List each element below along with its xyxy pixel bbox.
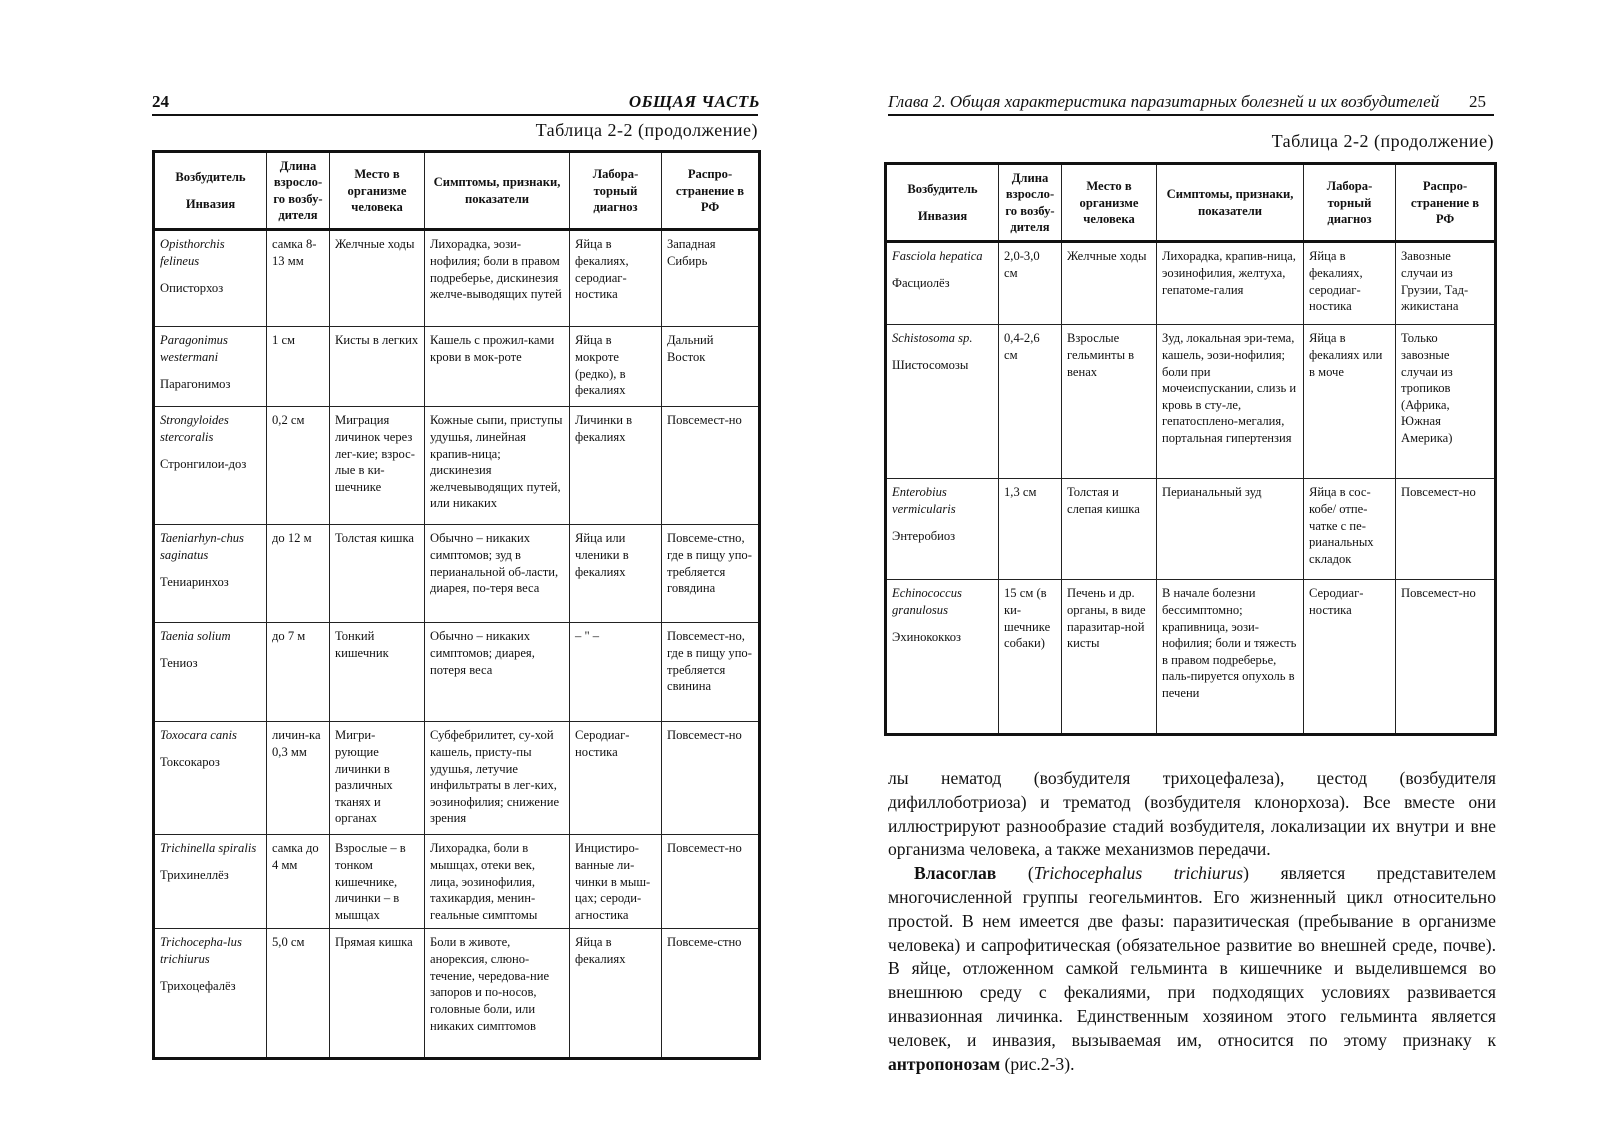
cell-symptoms: Лихорадка, крапив-ница, эозинофилия, желтуха, гепатоме-галия [1157, 242, 1304, 325]
latin-name: Trichocephalus trichiurus [1033, 863, 1244, 884]
cell-spread: Западная Сибирь [662, 230, 760, 327]
latin-name: Taenia solium [160, 629, 231, 644]
running-head-left: ОБЩАЯ ЧАСТЬ [628, 92, 760, 111]
header-rule-right [888, 114, 1494, 116]
cell-diagnosis: – " – [570, 623, 662, 722]
cell-pathogen [886, 479, 999, 580]
disease-name: Фасциолёз [892, 276, 950, 291]
cell-diagnosis: Серодиаг-ностика [570, 722, 662, 835]
cell-symptoms: Кашель с прожил-ками крови в мок-роте [425, 327, 570, 407]
cell-location: Кисты в легких [330, 327, 425, 407]
cell-pathogen [154, 230, 267, 327]
cell-location: Мигри-рующие личинки в различных тканях и органах [330, 722, 425, 835]
disease-name: Тениаринхоз [160, 574, 229, 589]
cell-diagnosis: Яйца в фекалиях, серодиаг-ностика [570, 230, 662, 327]
paragraph-2: Власоглав (Trichocephalus trichiurus) является представителем многочисленной группы геогельминтов. Его жизненный цикл относительно простой. В нем имеется две фазы: паразитическая (пребывание в организме человека) и сапрофитическая (обязательное развитие во внешней среде, почве). В яйце, отложенном самкой гельминта в кишечнике и выделившемся во внешнюю среду с фекалиями, при подходящих условиях развивается инвазионная личинка. Единственным хозяином этого гельминта является человек, и инвазия, вызываемая им, относится по этому признаку к антропонозам (рис.2-3). [888, 863, 1497, 1074]
cell-spread: Повсемест-но [1396, 580, 1496, 735]
disease-name: Энтеробиоз [892, 528, 956, 543]
header-pathogen: Возбудитель Инвазия [886, 164, 999, 242]
disease-name: Парагонимоз [160, 376, 231, 391]
disease-name: Описторхоз [160, 280, 224, 295]
cell-location: Желчные ходы [1062, 242, 1157, 325]
cell-location: Печень и др. органы, в виде паразитар-ной кисты [1062, 580, 1157, 735]
header-location: Место в организме человека [330, 152, 425, 230]
header-diagnosis: Лабора-торный диагноз [570, 152, 662, 230]
header-length: Длина взросло-го возбу-дителя [267, 152, 330, 230]
cell-spread: Завозные случаи из Грузии, Тад-жикистана [1396, 242, 1496, 325]
cell-length: до 12 м [267, 525, 330, 623]
cell-symptoms: В начале болезни бессимптомно; крапивница, эози-нофилия; боли и тяжесть в правом подреберье, паль-пируется опухоль в печени [1157, 580, 1304, 735]
header-length: Длина взросло-го возбу-дителя [999, 164, 1062, 242]
cell-spread: Повсеме-стно, где в пищу упо-требляется говядина [662, 525, 760, 623]
table-caption-left: Таблица 2-2 (продолжение) [535, 120, 758, 140]
page-number-left: 24 [152, 92, 169, 111]
cell-location: Взрослые – в тонком кишечнике, личинки – в мышцах [330, 835, 425, 929]
cell-spread: Повсемест-но [1396, 479, 1496, 580]
cell-symptoms: Субфебрилитет, су-хой кашель, присту-пы удушья, летучие инфильтраты в лег-ких, эозинофилия; снижение зрения [425, 722, 570, 835]
cell-diagnosis: Яйца в фекалиях или в моче [1304, 325, 1396, 479]
running-head-right: Глава 2. Общая характеристика паразитарных болезней и их возбудителей [888, 92, 1440, 111]
table-row [886, 242, 1496, 325]
latin-name: Opisthorchis felineus [160, 237, 225, 269]
table-row [886, 325, 1496, 479]
cell-spread: Повсемест-но, где в пищу упо-требляется свинина [662, 623, 760, 722]
table-row [154, 327, 760, 407]
cell-pathogen [154, 929, 267, 1059]
latin-name: Trichinella spiralis [160, 841, 257, 856]
term-vlasoglav: Власоглав [914, 863, 997, 884]
header-spread: Распро-странение в РФ [662, 152, 760, 230]
paragraph-1: лы нематод (возбудителя трихоцефалеза), цестод (возбудителя дифиллоботриоза) и трематод (возбудителя клонорхоза). Все вместе они иллюстрируют разнообразие стадий возбудителя, локализации их внутри и вне организма человека, а также механизмов передачи. [888, 768, 1496, 860]
cell-pathogen [154, 327, 267, 407]
header-diagnosis: Лабора-торный диагноз [1304, 164, 1396, 242]
cell-pathogen [154, 835, 267, 929]
disease-name: Шистосомозы [892, 358, 969, 373]
cell-symptoms: Лихорадка, боли в мышцах, отеки век, лица, эозинофилия, тахикардия, менин-геальные симптомы [425, 835, 570, 929]
cell-spread: Повсемест-но [662, 835, 760, 929]
disease-name: Токсокароз [160, 755, 220, 770]
cell-length: самка 8-13 мм [267, 230, 330, 327]
disease-name: Трихоцефалёз [160, 978, 236, 993]
term-anthroponoses: антропонозам [888, 1053, 1001, 1074]
table-row [154, 623, 760, 722]
cell-diagnosis: Яйца в фекалиях [570, 929, 662, 1059]
latin-name: Toxocara canis [160, 728, 237, 743]
body-text [888, 767, 1496, 1076]
parasite-table-left [152, 150, 761, 1060]
cell-pathogen [154, 525, 267, 623]
cell-length: 5,0 см [267, 929, 330, 1059]
latin-name: Strongyloides stercoralis [160, 413, 229, 445]
latin-name: Enterobius vermicularis [892, 485, 956, 517]
table-caption-right: Таблица 2-2 (продолжение) [1271, 131, 1494, 151]
cell-diagnosis: Яйца в мокроте (редко), в фекалиях [570, 327, 662, 407]
cell-diagnosis: Яйца или членики в фекалиях [570, 525, 662, 623]
table-row [154, 525, 760, 623]
cell-spread: Дальний Восток [662, 327, 760, 407]
cell-symptoms: Обычно – никаких симптомов; диарея, потеря веса [425, 623, 570, 722]
cell-location: Прямая кишка [330, 929, 425, 1059]
cell-spread: Повсемест-но [662, 407, 760, 525]
header-spread: Распро-странение в РФ [1396, 164, 1496, 242]
table-header-row [154, 152, 760, 230]
cell-pathogen [886, 580, 999, 735]
cell-length: 0,2 см [267, 407, 330, 525]
cell-length: 0,4-2,6 см [999, 325, 1062, 479]
header-symptoms: Симптомы, признаки, показатели [425, 152, 570, 230]
cell-length: 2,0-3,0 см [999, 242, 1062, 325]
cell-symptoms: Лихорадка, эози-нофилия; боли в правом подреберье, дискинезия желче-выводящих путей [425, 230, 570, 327]
cell-symptoms: Перианальный зуд [1157, 479, 1304, 580]
header-symptoms: Симптомы, признаки, показатели [1157, 164, 1304, 242]
table-row [886, 479, 1496, 580]
page-number-right: 25 [1469, 92, 1486, 111]
cell-length: самка до 4 мм [267, 835, 330, 929]
cell-pathogen [886, 242, 999, 325]
cell-symptoms: Боли в животе, анорексия, слюно-течение, чередова-ние запоров и по-носов, головные боли, или никаких симптомов [425, 929, 570, 1059]
latin-name: Paragonimus westermani [160, 333, 228, 365]
table-row [154, 929, 760, 1059]
cell-diagnosis: Серодиаг-ностика [1304, 580, 1396, 735]
table-row [154, 835, 760, 929]
header-location: Место в организме человека [1062, 164, 1157, 242]
latin-name: Fasciola hepatica [892, 249, 983, 264]
table-row [154, 230, 760, 327]
cell-diagnosis: Яйца в фекалиях, серодиаг-ностика [1304, 242, 1396, 325]
cell-location: Миграция личинок через лег-кие; взрос-лые в ки-шечнике [330, 407, 425, 525]
header-pathogen: Возбудитель Инвазия [154, 152, 267, 230]
cell-location: Толстая кишка [330, 525, 425, 623]
disease-name: Эхинококкоз [892, 629, 962, 644]
cell-location: Желчные ходы [330, 230, 425, 327]
cell-length: 1,3 см [999, 479, 1062, 580]
cell-length: до 7 м [267, 623, 330, 722]
cell-location: Толстая и слепая кишка [1062, 479, 1157, 580]
cell-pathogen [154, 407, 267, 525]
cell-pathogen [154, 623, 267, 722]
table-row [154, 407, 760, 525]
table-header-row [886, 164, 1496, 242]
cell-symptoms: Зуд, локальная эри-тема, кашель, эози-нофилия; боли при мочеиспускании, слизь и кровь в сту-ле, гепатосплено-мегалия, портальная гипертензия [1157, 325, 1304, 479]
cell-spread: Повсеме-стно [662, 929, 760, 1059]
cell-spread: Только завозные случаи из тропиков (Африка, Южная Америка) [1396, 325, 1496, 479]
cell-diagnosis: Инцистиро-ванные ли-чинки в мыш-цах; сероди-агностика [570, 835, 662, 929]
table-row [886, 580, 1496, 735]
cell-pathogen [154, 722, 267, 835]
cell-diagnosis: Яйца в сос-кобе/ отпе-чатке с пе-рианальных складок [1304, 479, 1396, 580]
cell-location: Взрослые гельминты в венах [1062, 325, 1157, 479]
table-row [154, 722, 760, 835]
cell-symptoms: Обычно – никаких симптомов; зуд в перианальной об-ласти, диарея, по-теря веса [425, 525, 570, 623]
cell-length: 1 см [267, 327, 330, 407]
cell-diagnosis: Личинки в фекалиях [570, 407, 662, 525]
latin-name: Schistosoma sp. [892, 331, 973, 346]
latin-name: Echinococcus granulosus [892, 586, 962, 618]
latin-name: Taeniarhyn-chus saginatus [160, 531, 244, 563]
cell-pathogen [886, 325, 999, 479]
disease-name: Тениоз [160, 656, 198, 671]
disease-name: Трихинеллёз [160, 868, 229, 883]
cell-length: личин-ка 0,3 мм [267, 722, 330, 835]
latin-name: Trichocepha-lus trichiurus [160, 935, 242, 967]
cell-symptoms: Кожные сыпи, приступы удушья, линейная крапив-ница; дискинезия желчевыводящих путей, или никаких [425, 407, 570, 525]
cell-spread: Повсемест-но [662, 722, 760, 835]
disease-name: Стронгилои-доз [160, 456, 247, 471]
cell-location: Тонкий кишечник [330, 623, 425, 722]
header-rule-left [152, 114, 758, 116]
parasite-table-right [884, 162, 1497, 736]
cell-length: 15 см (в ки-шечнике собаки) [999, 580, 1062, 735]
